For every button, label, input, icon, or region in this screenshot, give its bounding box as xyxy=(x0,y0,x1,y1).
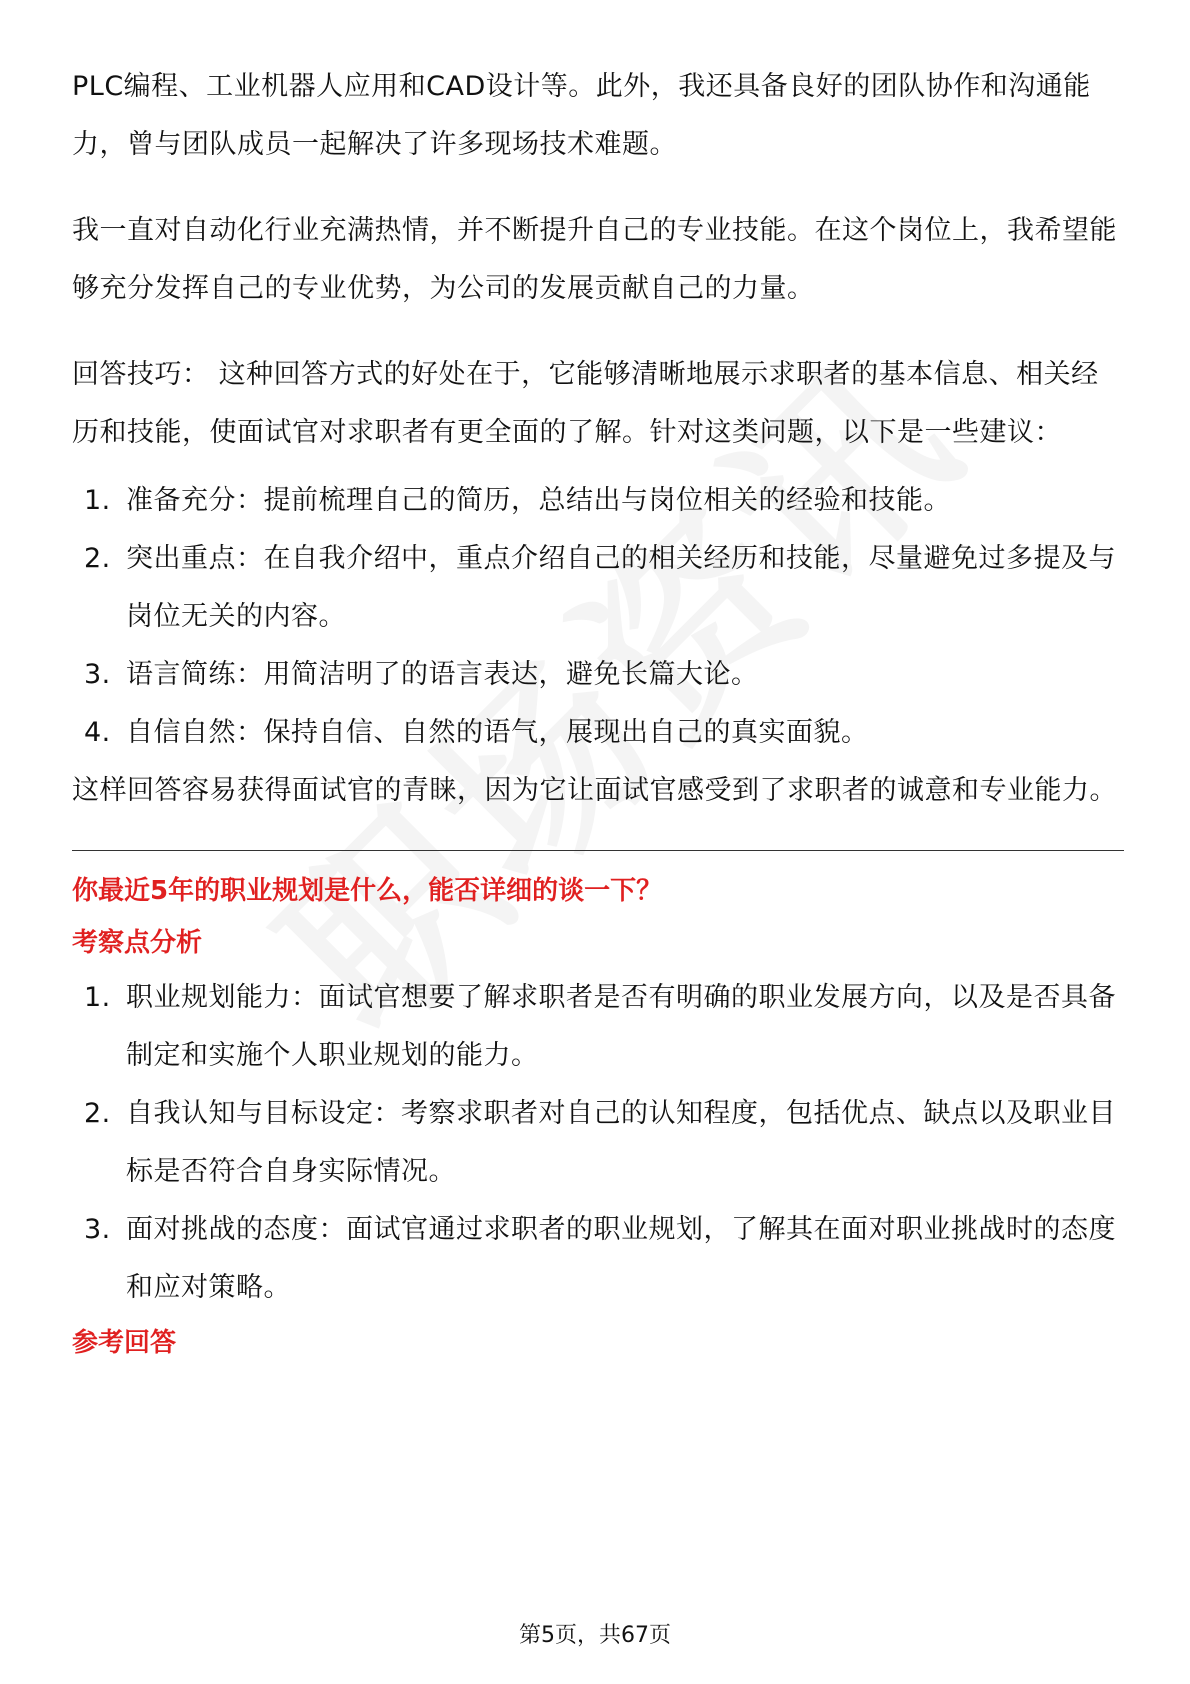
list-text: 突出重点：在自我介绍中，重点介绍自己的相关经历和技能，尽量避免过多提及与岗位无关的内容。 xyxy=(126,543,1116,632)
list-item xyxy=(72,1201,1122,1317)
list-item xyxy=(72,1085,1122,1201)
page-footer: 第5页，共67页 xyxy=(519,1623,671,1648)
analysis-list xyxy=(72,969,1122,1317)
list-item xyxy=(72,472,1122,530)
list-number: 1. xyxy=(84,982,111,1013)
list-text: 自信自然：保持自信、自然的语气，展现出自己的真实面貌。 xyxy=(126,717,869,748)
list-number: 1. xyxy=(84,485,111,516)
page-content xyxy=(72,58,1122,1369)
list-item xyxy=(72,704,1122,762)
list-text: 面对挑战的态度：面试官通过求职者的职业规划，了解其在面对职业挑战时的态度和应对策略。 xyxy=(126,1214,1116,1303)
list-number: 3. xyxy=(84,659,111,690)
list-item xyxy=(72,969,1122,1085)
list-item xyxy=(72,530,1122,646)
paragraph-skills: PLC编程、工业机器人应用和CAD设计等。此外，我还具备良好的团队协作和沟通能力，曾与团队成员一起解决了许多现场技术难题。 xyxy=(72,71,1091,160)
list-number: 3. xyxy=(84,1214,111,1245)
question-title: 你最近5年的职业规划是什么，能否详细的谈一下？ xyxy=(72,876,663,906)
section-divider xyxy=(72,850,1124,851)
list-number: 2. xyxy=(84,543,111,574)
paragraph-passion: 我一直对自动化行业充满热情，并不断提升自己的专业技能。在这个岗位上，我希望能够充分发挥自己的专业优势，为公司的发展贡献自己的力量。 xyxy=(72,215,1117,304)
list-number: 4. xyxy=(84,717,111,748)
closing-paragraph: 这样回答容易获得面试官的青睐，因为它让面试官感受到了求职者的诚意和专业能力。 xyxy=(72,775,1117,806)
list-text: 准备充分：提前梳理自己的简历，总结出与岗位相关的经验和技能。 xyxy=(126,485,951,516)
list-text: 职业规划能力：面试官想要了解求职者是否有明确的职业发展方向，以及是否具备制定和实施个人职业规划的能力。 xyxy=(126,982,1116,1071)
paragraph-answer-tips: 回答技巧： 这种回答方式的好处在于，它能够清晰地展示求职者的基本信息、相关经历和技能，使面试官对求职者有更全面的了解。针对这类问题，以下是一些建议： xyxy=(72,359,1099,448)
analysis-heading: 考察点分析 xyxy=(72,928,203,958)
tips-list xyxy=(72,472,1122,762)
list-text: 语言简练：用简洁明了的语言表达，避免长篇大论。 xyxy=(126,659,759,690)
answer-heading: 参考回答 xyxy=(72,1328,177,1358)
list-item xyxy=(72,646,1122,704)
list-number: 2. xyxy=(84,1098,111,1129)
list-text: 自我认知与目标设定：考察求职者对自己的认知程度，包括优点、缺点以及职业目标是否符合自身实际情况。 xyxy=(126,1098,1116,1187)
